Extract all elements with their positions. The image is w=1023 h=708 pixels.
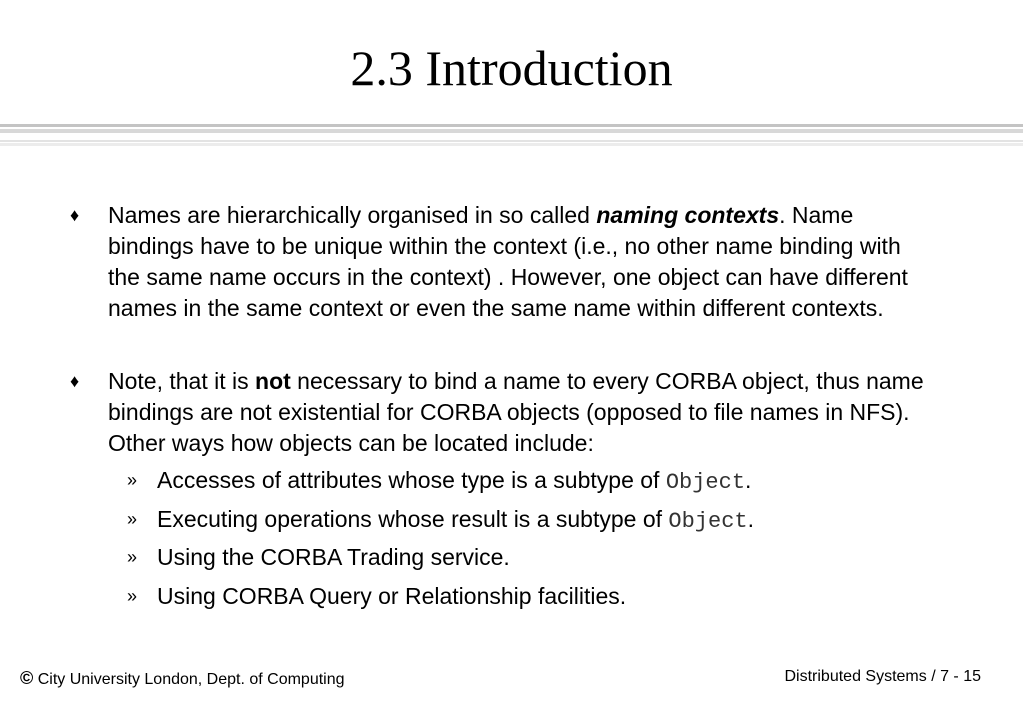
sub-bullet-operations [127,504,957,537]
sub-bullet-text: Accesses of attributes whose type is a subtype of [157,467,666,493]
bullet-item-not-necessary [70,366,928,459]
sub-bullet-text: Executing operations whose result is a subtype of [157,506,669,532]
sub-bullet-text: Using the CORBA Trading service. [157,544,510,570]
code-text: Object [665,470,746,495]
code-text: Object [668,509,748,534]
chevron-bullet-icon: » [127,547,138,567]
title-divider-top [0,124,1023,133]
footer-page-info: Distributed Systems / 7 - 15 [784,668,981,685]
bullet-text: Note, that it is [108,368,256,394]
slide-title: 2.3 Introduction [350,40,673,96]
emphasis-text: naming contexts [596,202,780,228]
sub-bullet-end: . [745,467,752,493]
sub-bullet-attributes [127,465,957,498]
chevron-bullet-icon: » [127,586,138,606]
sub-bullet-query [127,581,957,612]
title-divider-bottom [0,140,1023,146]
copyright-icon: © [20,668,34,688]
bullet-text: Names are hierarchically organised in so called [108,202,597,228]
diamond-bullet-icon: ♦ [70,371,80,391]
chevron-bullet-icon: » [127,470,138,490]
sub-bullet-end: . [747,506,755,532]
footer-left-text: City University London, Dept. of Computing [33,671,345,688]
chevron-bullet-icon: » [127,509,138,529]
bullet-text-continued: necessary to bind a name to every CORBA object, thus name bindings are not existential for CORBA objects (opposed to file names in NFS). Other ways how objects can be located include: [108,368,924,456]
footer-copyright [20,668,345,689]
bullet-text-continued: . Name bindings have to be unique within the context (i.e., no other name binding with the same name occurs in the context) . However, one object can have different names in the same context or even the same name within different contexts. [108,202,908,321]
emphasis-text: not [255,368,291,394]
sub-bullet-text: Using CORBA Query or Relationship facilities. [157,583,627,609]
bullet-item-naming-contexts [70,200,928,324]
sub-bullet-trading [127,542,957,573]
diamond-bullet-icon: ♦ [70,205,80,225]
